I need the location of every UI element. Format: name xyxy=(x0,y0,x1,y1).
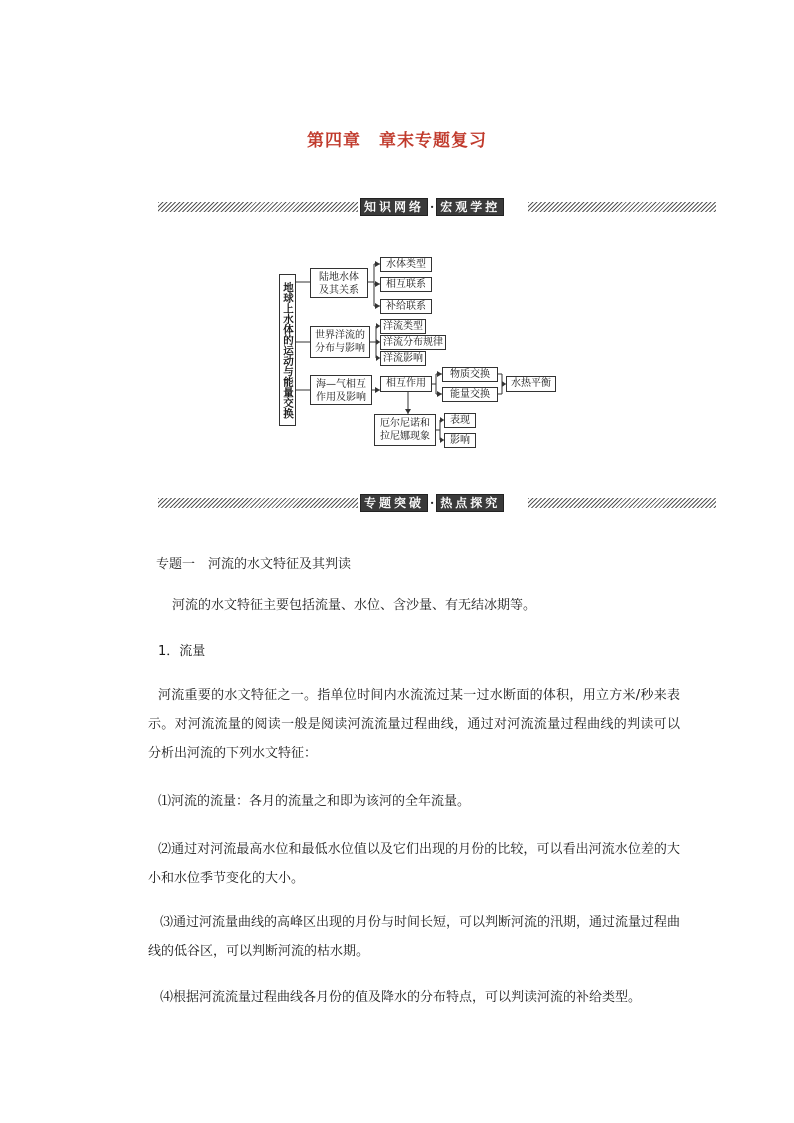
node-mutual-relation: 相互联系 xyxy=(380,277,432,292)
banner-box-left: 知识网络 xyxy=(360,198,428,216)
banner-box-right: 热点探究 xyxy=(436,494,504,512)
node-current-impact: 洋流影响 xyxy=(380,351,426,366)
banner-label xyxy=(360,494,504,512)
node-material-exchange: 物质交换 xyxy=(442,367,498,382)
flow-description: 河流重要的水文特征之一。指单位时间内水流流过某一过水断面的体积，用立方米/秒来表示。对河流流量的阅读一般是阅读河流流量过程曲线，通过对河流流量过程曲线的判读可以分析出河流的下列水文特征： xyxy=(148,688,680,761)
banner-hatch-right xyxy=(528,498,716,508)
node-enso-manifestation: 表现 xyxy=(444,413,476,428)
node-enso xyxy=(374,414,436,446)
diagram-root-node: 地球上水体的运动与能量交换 xyxy=(279,274,296,426)
branch-land-water xyxy=(310,268,368,298)
item-title-flow: 1．流量 xyxy=(158,644,206,659)
point-1: ⑴河流的流量：各月的流量之和即为该河的全年流量。 xyxy=(158,794,471,809)
intro-paragraph: 河流的水文特征主要包括流量、水位、含沙量、有无结冰期等。 xyxy=(172,598,537,613)
point-2: ⑵通过对河流最高水位和最低水位值以及它们出现的月份的比较，可以看出河流水位差的大小和水位季节变化的大小。 xyxy=(148,842,680,886)
banner-box-left: 专题突破 xyxy=(360,494,428,512)
branch-ocean-currents xyxy=(310,326,370,358)
node-heat-water-balance: 水热平衡 xyxy=(506,376,556,392)
node-current-types: 洋流类型 xyxy=(380,319,426,334)
node-interaction: 相互作用 xyxy=(380,376,432,392)
branch-sea-air xyxy=(310,375,372,405)
page-title: 第四章 章末专题复习 xyxy=(307,131,487,151)
branch-land-water-label: 陆地水体及其关系 xyxy=(319,272,359,296)
node-enso-impact: 影响 xyxy=(444,433,476,448)
node-current-distribution: 洋流分布规律 xyxy=(380,335,446,350)
knowledge-network-diagram xyxy=(0,0,794,500)
banner-box-right: 宏观学控 xyxy=(436,198,504,216)
branch-sea-air-label: 海—气相互作用及影响 xyxy=(316,379,366,403)
point-4: ⑷根据河流流量过程曲线各月份的值及降水的分布特点，可以判读河流的补给类型。 xyxy=(160,990,642,1005)
banner-dot: · xyxy=(430,496,435,510)
branch-ocean-currents-label: 世界洋流的分布与影响 xyxy=(315,330,365,354)
banner-dot: · xyxy=(430,200,435,214)
node-recharge-relation: 补给联系 xyxy=(380,299,432,314)
section-banner-topics xyxy=(158,496,716,510)
topic-heading: 专题一 河流的水文特征及其判读 xyxy=(156,557,352,572)
node-energy-exchange: 能量交换 xyxy=(442,387,498,402)
node-water-types: 水体类型 xyxy=(380,257,432,272)
banner-hatch-left xyxy=(158,498,358,508)
point-3: ⑶通过河流量曲线的高峰区出现的月份与时间长短，可以判断河流的汛期，通过流量过程曲线的低谷区，可以判断河流的枯水期。 xyxy=(148,915,681,959)
node-enso-label: 厄尔尼诺和拉尼娜现象 xyxy=(380,418,430,442)
